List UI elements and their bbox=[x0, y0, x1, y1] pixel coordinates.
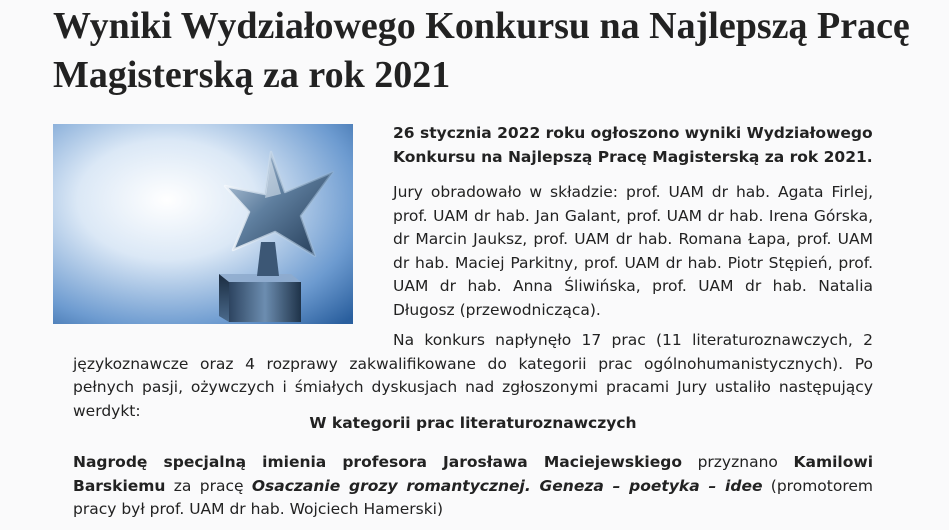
award-connector: przyznano bbox=[681, 453, 794, 471]
award-paragraph bbox=[73, 451, 873, 522]
lead-paragraph: 26 stycznia 2022 roku ogłoszono wyniki Wydziałowego Konkursu na Najlepszą Pracę Magisterską za rok 2021. bbox=[393, 124, 873, 166]
category-heading: W kategorii prac literaturoznawczych bbox=[309, 414, 637, 432]
submissions-paragraph: Na konkurs napłynęło 17 prac (11 literaturoznawczych, 2 językoznawcze oraz 4 rozprawy zakwalifikowane do kategorii prac ogólnohumanistycznych). Po pełnych pasji, ożywczych i śmiałych dyskusjach nad zgłoszonymi pracami Jury ustaliło następujący werdykt: bbox=[73, 331, 873, 420]
trophy-star-image bbox=[53, 124, 353, 324]
award-work-title: Osaczanie grozy romantycznej. Geneza – poetyka – idee bbox=[251, 476, 763, 495]
award-work-intro: za pracę bbox=[165, 476, 252, 495]
award-supervisor: (promotorem pracy był prof. UAM dr hab. Wojciech Hamerski) bbox=[73, 476, 874, 518]
page-title: Wyniki Wydziałowego Konkursu na Najlepszą Pracę Magisterską za rok 2021 bbox=[53, 5, 910, 96]
jury-paragraph: Jury obradowało w składzie: prof. UAM dr hab. Agata Firlej, prof. UAM dr hab. Jan Galant, prof. UAM dr hab. Irena Górska, dr Marcin Jauksz, prof. UAM dr hab. Romana Łapa, prof. UAM dr hab. Maciej Parkitny, prof. UAM dr hab. Piotr Stępień, prof. UAM dr hab. Anna Śliwińska, prof. UAM dr hab. Natalia Długosz (przewodnicząca). bbox=[393, 183, 873, 319]
award-prize-name: Nagrodę specjalną imienia profesora Jarosława Maciejewskiego bbox=[73, 453, 682, 471]
award-winner: Kamilowi Barskiemu bbox=[73, 453, 874, 495]
